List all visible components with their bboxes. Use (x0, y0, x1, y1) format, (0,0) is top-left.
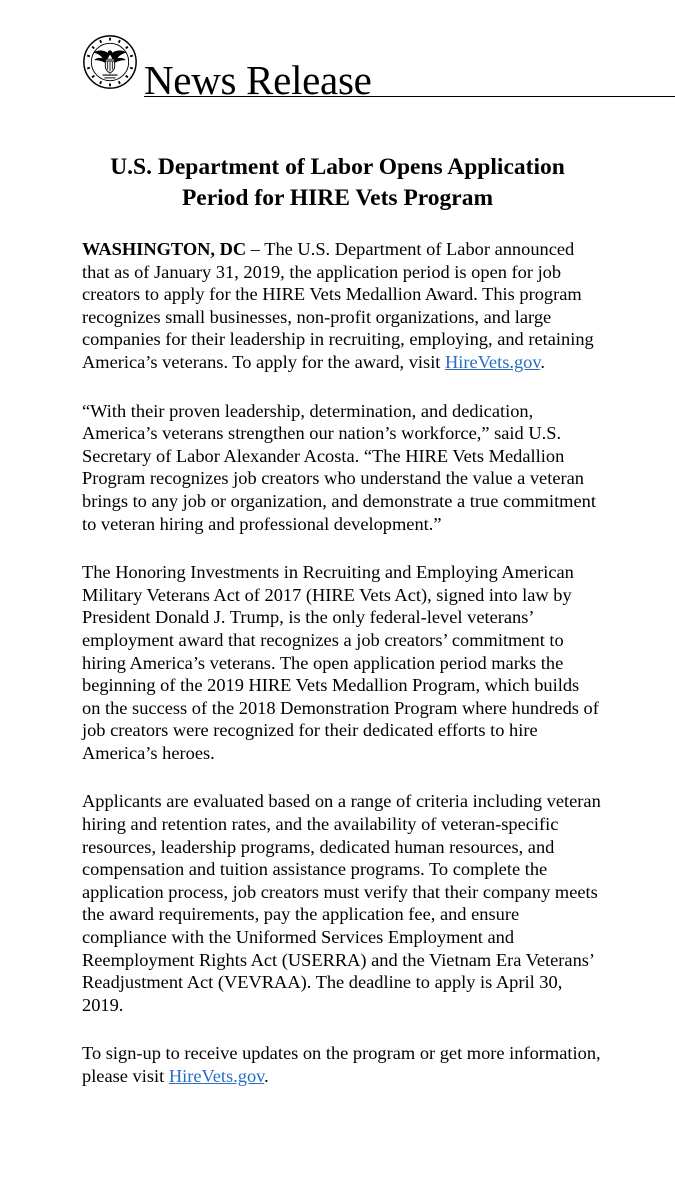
dateline: WASHINGTON, DC (82, 239, 247, 259)
headline-line-2: Period for HIRE Vets Program (181, 185, 494, 211)
paragraph-5-tail: . (264, 1066, 269, 1086)
paragraph-1 (82, 238, 602, 374)
paragraph-2-quote: “With their proven leadership, determination, and dedication, America’s veterans strengthen our nation’s workforce,” said U.S. Secretary of Labor Alexander Acosta. “The HIRE Vets Medallion Program recognizes job creators who understand the value a veteran brings to any job or organization, and demonstrate a true commitment to veteran hiring and professional development.” (82, 400, 596, 534)
hirevets-link[interactable]: HireVets.gov (445, 351, 541, 372)
headline-line-1: U.S. Department of Labor Opens Application (110, 154, 565, 180)
press-release-body (82, 238, 602, 1114)
paragraph-4: Applicants are evaluated based on a range of criteria including veteran hiring and retention rates, and the availability of veteran-specific resources, leadership programs, dedicated human resources, and compensation and tuition assistance programs. To complete the application process, job creators must verify that their company meets the award requirements, pay the application fee, and ensure compliance with the Uniformed Services Employment and Reemployment Rights Act (USERRA) and the Vietnam Era Veterans’ Readjustment Act (VEVRAA). The deadline to apply is April 30, 2019. (82, 791, 601, 1015)
header-divider (144, 96, 675, 97)
paragraph-3: The Honoring Investments in Recruiting and Employing American Military Veterans Act of 2017 (HIRE Vets Act), signed into law by President Donald J. Trump, is the only federal-level veterans’ employment award that recognizes a job creators’ commitment to hiring America’s veterans. The open application period marks the beginning of the 2019 HIRE Vets Medallion Program, which builds on the success of the 2018 Demonstration Program where hundreds of job creators were recognized for their dedicated efforts to hire America’s heroes. (82, 562, 599, 763)
news-release-title: News Release (144, 57, 372, 103)
news-release-header (82, 34, 675, 104)
department-of-labor-seal-icon (82, 34, 138, 90)
hirevets-link-footer[interactable]: HireVets.gov (168, 1066, 265, 1086)
paragraph-1-text: – The U.S. Department of Labor announced that as of January 31, 2019, the application period is open for job creators to apply for the HIRE Vets Medallion Award. This program recognizes small businesses, non-profit organizations, and large companies for their leadership in recruiting, employing, and retaining America’s veterans. To apply for the award, visit (82, 239, 594, 372)
paragraph-5 (82, 1042, 602, 1087)
paragraph-5-text: To sign-up to receive updates on the program or get more information, please visit (82, 1043, 601, 1086)
press-release-headline (50, 152, 625, 214)
paragraph-1-tail: . (540, 351, 545, 372)
